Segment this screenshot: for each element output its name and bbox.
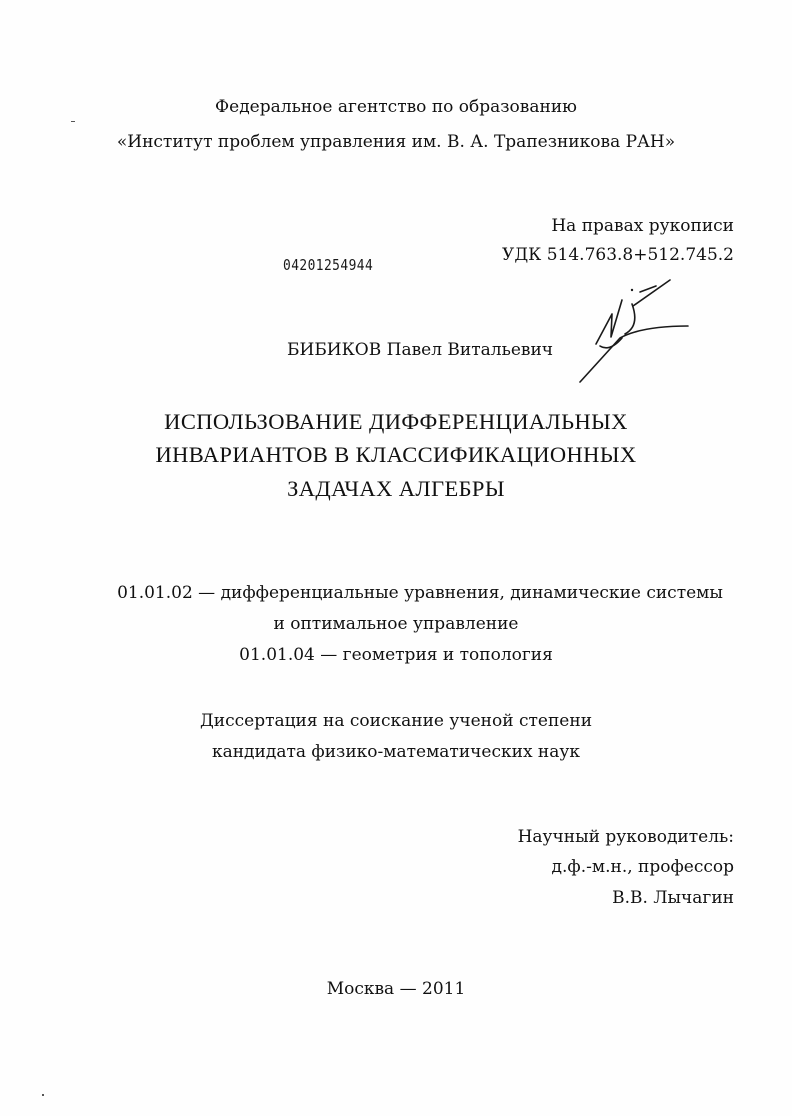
library-stamp-number: 04201254944 xyxy=(283,256,374,274)
city-year: Москва — 2011 xyxy=(326,979,466,999)
manuscript-rights: На правах рукописи xyxy=(551,216,734,236)
scan-speck xyxy=(42,1094,44,1096)
title-line-2: ИНВАРИАНТОВ В КЛАССИФИКАЦИОННЫХ xyxy=(155,442,637,467)
author-name: БИБИКОВ Павел Витальевич xyxy=(287,340,554,360)
title-line-3: ЗАДАЧАХ АЛГЕБРЫ xyxy=(287,476,505,501)
title-line-1: ИСПОЛЬЗОВАНИЕ ДИФФЕРЕНЦИАЛЬНЫХ xyxy=(164,409,628,434)
specialty-line-3: 01.01.04 — геометрия и топология xyxy=(239,645,553,665)
supervisor-label: Научный руководитель: xyxy=(517,827,734,847)
supervisor-rank: д.ф.-м.н., профессор xyxy=(551,857,734,877)
agency-line: Федеральное агентство по образованию xyxy=(215,97,577,117)
udc-code: УДК 514.763.8+512.745.2 xyxy=(502,245,734,265)
specialty-line-2: и оптимальное управление xyxy=(273,614,519,634)
degree-line-2: кандидата физико-математических наук xyxy=(211,742,581,762)
signature-icon xyxy=(570,274,700,392)
degree-line-1: Диссертация на соискание ученой степени xyxy=(199,711,593,731)
scan-speck xyxy=(71,121,75,122)
institute-line: «Институт проблем управления им. В. А. Трапезникова РАН» xyxy=(116,132,676,152)
specialty-line-1: 01.01.02 — дифференциальные уравнения, динамические системы xyxy=(117,583,723,603)
supervisor-name: В.В. Лычагин xyxy=(612,888,734,908)
